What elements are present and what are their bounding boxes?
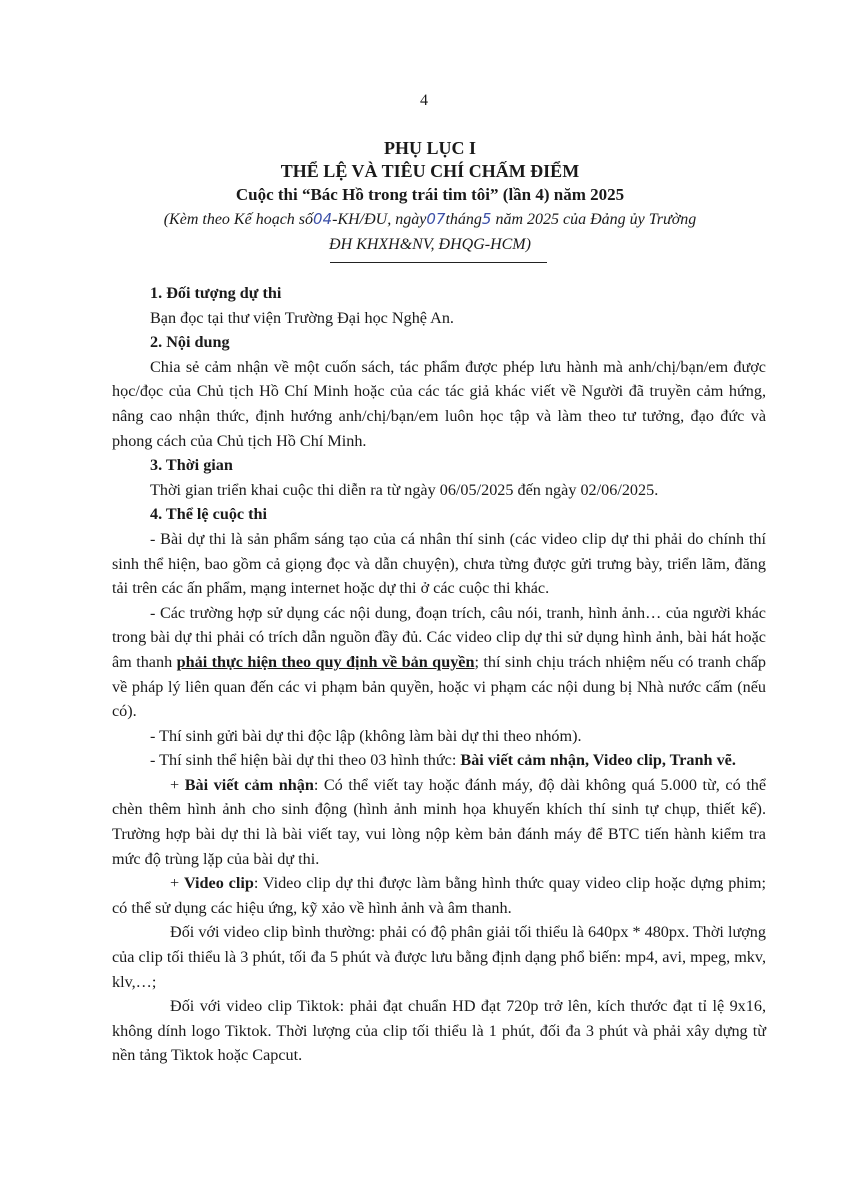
format-video-text: : Video clip dự thi được làm bằng hình thức quay video clip hoặc dựng phim; có thể sử dụng các hiệu ứng, kỹ xảo về hình ảnh và âm thanh.	[112, 874, 766, 917]
handwritten-number: 04	[313, 210, 333, 228]
section-3-heading: 3. Thời gian	[150, 456, 233, 475]
rule-citation	[112, 601, 766, 724]
video-normal-spec: Đối với video clip bình thường: phải có độ phân giải tối thiểu là 640px * 480px. Thời lượng của clip tối thiểu là 3 phút, tối đa 5 phút và được lưu bằng định dạng phổ biến: mp4, avi, mpeg, mkv, klv,…;	[112, 923, 766, 991]
section-1-text: Bạn đọc tại thư viện Trường Đại học Nghệ An.	[150, 308, 454, 327]
ref-text-d: năm 2025 của Đảng ủy Trường	[495, 211, 697, 228]
rule-formats-text: - Thí sinh thể hiện bài dự thi theo 03 hình thức:	[150, 751, 461, 770]
section-1-heading: 1. Đối tượng dự thi	[150, 284, 282, 302]
section-4-heading: 4. Thể lệ cuộc thi	[150, 505, 268, 524]
format-video-bullet: +	[170, 874, 184, 893]
rule-originality: - Bài dự thi là sản phẩm sáng tạo của cá nhân thí sinh (các video clip dự thi phải do chính thí sinh thể hiện, bao gồm cả giọng đọc và dẫn chuyện), chưa từng được gửi trưng bày, triển lãm, đăng tải trên các ấn phẩm, mạng internet hoặc dự thi ở các cuộc thi khác.	[112, 529, 766, 598]
format-essay-text: : Có thể viết tay hoặc đánh máy, độ dài không quá 5.000 từ, có thể chèn thêm hình ảnh cho sinh động (hình ảnh minh họa khuyến khích thí sinh tự chụp, thiết kế). Trường hợp bài dự thi là bài viết tay, vui lòng nộp kèm bản đánh máy để BTC tiến hành kiểm tra mức độ trùng lặp của bài dự thi.	[112, 775, 767, 868]
rule-citation-text-c: ; thí sinh chịu trách nhiệm nếu có tranh chấp về pháp lý liên quan đến các vi phạm bản quyền, hoặc vi phạm các nội dung bị Nhà nước cấm (nếu có).	[112, 652, 766, 721]
rule-formats	[112, 748, 766, 773]
format-essay-label: Bài viết cảm nhận	[184, 775, 314, 794]
header-divider	[330, 262, 547, 263]
rule-individual: - Thí sinh gửi bài dự thi độc lập (không làm bài dự thi theo nhóm).	[150, 726, 582, 745]
document-body	[112, 281, 766, 1068]
ref-text-b: -KH/ĐU, ngày	[332, 211, 427, 228]
format-essay-bullet: +	[170, 775, 185, 794]
handwritten-day: 07	[426, 210, 446, 228]
page-number: 4	[420, 92, 428, 109]
format-video	[112, 871, 766, 920]
format-essay	[112, 773, 766, 871]
reference-line-2: ĐH KHXH&NV, ĐHQG-HCM)	[329, 236, 531, 253]
appendix-label: PHỤ LỤC I	[383, 138, 476, 158]
ref-text-c: tháng	[445, 211, 482, 228]
formats-list: Bài viết cảm nhận, Video clip, Tranh vẽ.	[460, 751, 736, 770]
document-header	[110, 137, 750, 257]
ref-text-a: (Kèm theo Kế hoạch số	[163, 211, 314, 228]
copyright-emphasis: phải thực hiện theo quy định về bản quyền	[176, 652, 475, 671]
format-video-label: Video clip	[183, 874, 254, 893]
contest-title: Cuộc thi “Bác Hồ trong trái tim tôi” (lần 4) năm 2025	[235, 185, 625, 204]
section-3-text: Thời gian triển khai cuộc thi diễn ra từ ngày 06/05/2025 đến ngày 02/06/2025.	[150, 480, 659, 499]
handwritten-month: 5	[481, 210, 492, 228]
rule-citation-text-a: - Các trường hợp sử dụng các nội dung, đoạn trích, câu nói, tranh, hình ảnh… của người khác trong bài dự thi phải có trích dẫn nguồn đầy đủ. Các video clip dự thi sử dụng hình ảnh, bài hát hoặc âm thanh	[112, 603, 766, 671]
section-2-heading: 2. Nội dung	[150, 333, 230, 352]
video-tiktok-spec: Đối với video clip Tiktok: phải đạt chuẩn HD đạt 720p trở lên, kích thước đạt tỉ lệ 9x16, không dính logo Tiktok. Thời lượng của clip tối thiểu là 1 phút, đối đa 3 phút và phải xây dựng từ nền tảng Tiktok hoặc Capcut.	[112, 997, 766, 1065]
section-2-text: Chia sẻ cảm nhận về một cuốn sách, tác phẩm được phép lưu hành mà anh/chị/bạn/em được học/đọc của Chủ tịch Hồ Chí Minh hoặc của các tác giả khác viết về Người đã truyền cảm hứng, nâng cao nhận thức, định hướng anh/chị/bạn/em luôn học tập và làm theo tư tưởng, đạo đức và phong cách của Chủ tịch Hồ Chí Minh.	[112, 357, 766, 450]
document-title: THỂ LỆ VÀ TIÊU CHÍ CHẤM ĐIỂM	[280, 161, 580, 181]
reference-line	[110, 207, 750, 232]
